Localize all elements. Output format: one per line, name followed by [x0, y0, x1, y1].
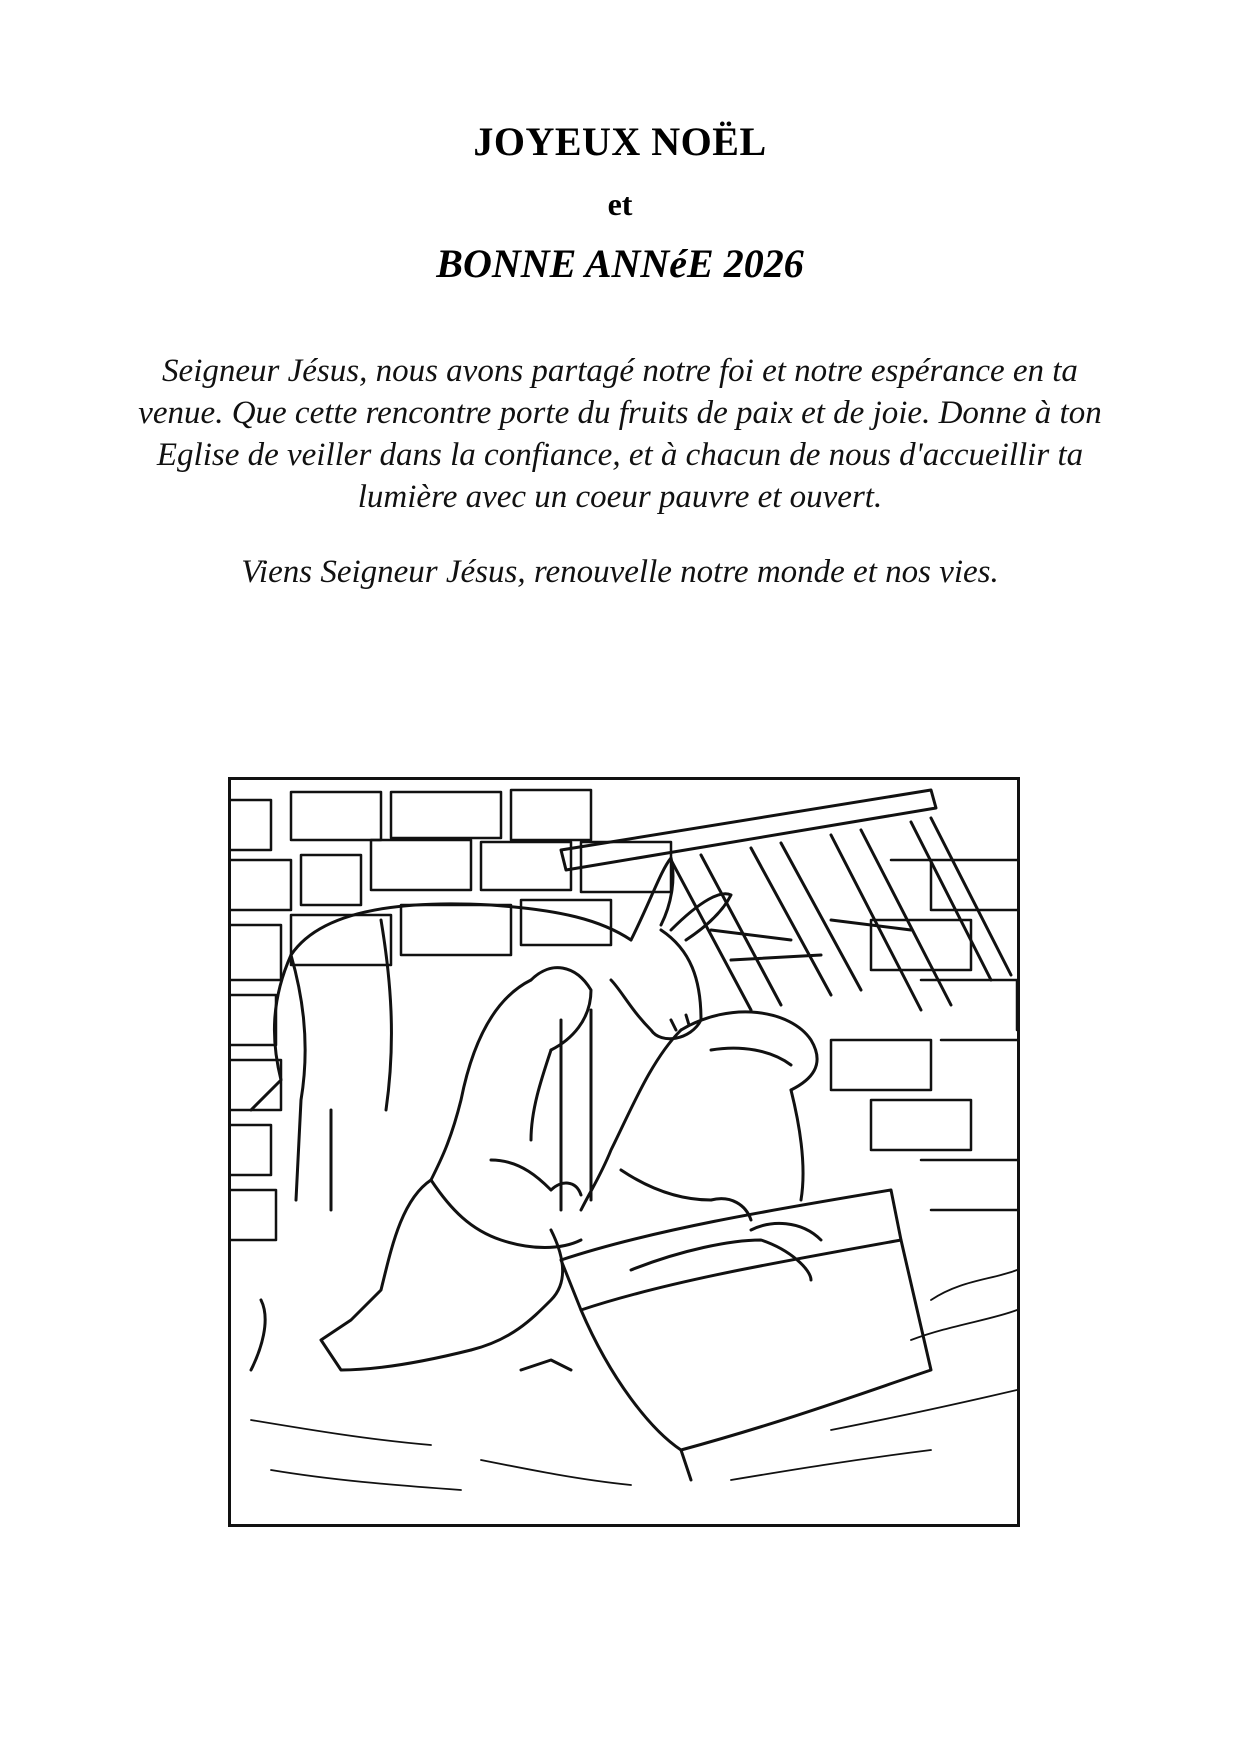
prayer-closing: Viens Seigneur Jésus, renouvelle notre monde et nos vies. [241, 554, 999, 590]
title-joyeux-noel: JOYEUX NOËL [473, 119, 767, 164]
mary-figure [581, 1012, 817, 1220]
title-et: et [607, 186, 633, 222]
prayer-text: Seigneur Jésus, nous avons partagé notre foi et notre espérance en ta venue. Que cette rencontre porte du fruits de paix et de joie. Donne à ton Eglise de veiller dans la confiance, et à chacun de nous d'accueillir ta lumière avec un coeur pauvre et ouvert. [138, 353, 1102, 515]
nativity-illustration [228, 777, 1020, 1527]
hay-rack [561, 790, 1011, 1010]
joseph-figure [251, 968, 591, 1370]
donkey [251, 858, 731, 1210]
title-bonne-annee: BONNE ANNéE 2026 [436, 241, 804, 286]
manger [561, 1190, 931, 1480]
